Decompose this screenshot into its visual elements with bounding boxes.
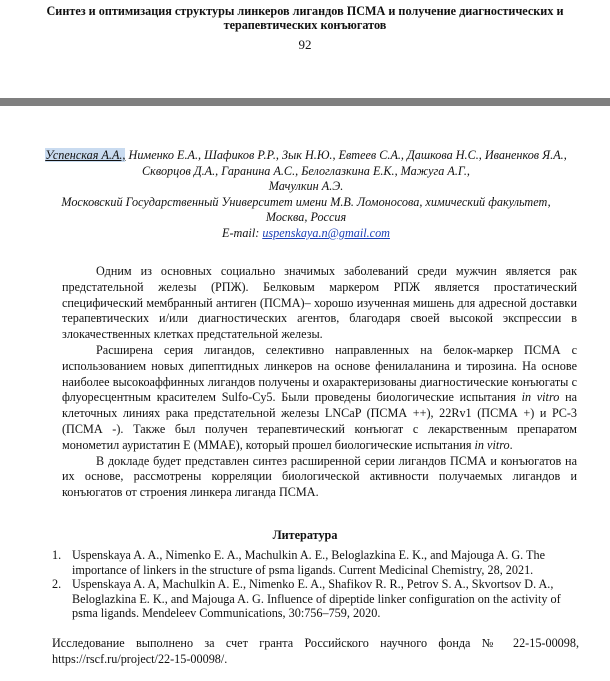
abstract-body xyxy=(62,264,577,501)
authors-line-1 xyxy=(26,148,586,164)
email-link[interactable]: uspenskaya.n@gmail.com xyxy=(262,225,390,240)
literature-title: Литература xyxy=(272,528,338,542)
email-line xyxy=(26,226,586,242)
affiliation-line-2: Москва, Россия xyxy=(265,210,347,225)
page-number: 92 xyxy=(298,37,312,52)
reference-item xyxy=(52,577,580,621)
funding-note: Исследование выполнено за счет гранта Российского научного фонда № 22-15-00098, https://rscf.ru/project/22-15-00098/. xyxy=(52,636,579,666)
p2-text-b: на клеточных линиях рака предстательной железы LNCaP (ПСМА ++), 22Rv1 (ПСМА +) и PC-3 (ПСМА -). Также был получен терапевтический конъюгат с лекарственным препаратом монометил ауристатин Е (MMAE), который прошел биологические испытания xyxy=(62,390,577,452)
p2-italic-2: in vitro xyxy=(474,437,510,452)
first-author-selected[interactable]: Успенская А.А., xyxy=(45,148,126,162)
reference-number: 1. xyxy=(52,548,62,562)
authors-line-3: Мачулкин А.Э. xyxy=(268,179,344,194)
reference-number: 2. xyxy=(52,577,62,592)
authors-line-2: Скворцов Д.А., Гаранина А.С., Белоглазкина Е.К., Мажуга А.Г., xyxy=(142,163,470,178)
p2-text-a: Расширена серия лигандов, селективно направленных на белок-маркер ПСМА с использованием новых дипептидных линкеров на основе фенилаланина и тирозина. На основе наиболее высокоаффинных лигандов получены и охарактеризованы диагностические конъюгаты с флуоресцентным красителем Sulfo-Cy5. Были проведены биологические испытания xyxy=(62,342,577,405)
paragraph-1: Одним из основных социально значимых заболеваний среди мужчин является рак предстательной железы (РПЖ). Белковым маркером РПЖ является простатический специфический мембранный антиген (ПСМА)– хорошо изученная мишень для адресной доставки терапевтических и/или диагностических агентов, благодаря своей высокой экспрессии в злокачественных клетках предстательной железы. xyxy=(62,264,577,342)
p2-italic-1: in vitro xyxy=(521,390,560,405)
email-label: E-mail: xyxy=(222,225,263,240)
reference-text: Uspenskaya A. A, Machulkin A. E., Nimenko E. A., Shafikov R. R., Petrov S. A., Skvortsov D. A., Beloglazkina E. K., and Majouga A. G. Influence of dipeptide linker configuration on the activity of psma ligands. Mendeleev Communications, 30:756–759, 2020. xyxy=(72,577,561,621)
paragraph-2 xyxy=(62,343,577,454)
affiliation-line-1: Московский Государственный Университет имени М.В. Ломоносова, химический факультет, xyxy=(61,194,551,209)
reference-text: Uspenskaya A. A., Nimenko E. A., Machulkin A. E., Beloglazkina E. K., and Majouga A. G. The importance of linkers in the structure of psma ligands. Current Medicinal Chemistry, 28, 2021. xyxy=(72,548,545,577)
reference-list xyxy=(52,548,580,621)
page-title: Синтез и оптимизация структуры линкеров лигандов ПСМА и получение диагностических и терапевтических конъюгатов xyxy=(46,4,564,32)
authors-rest: Нименко Е.А., Шафиков Р.Р., Зык Н.Ю., Евтеев С.А., Дашкова Н.С., Иваненков Я.А., xyxy=(125,148,567,162)
authors-block xyxy=(26,148,586,242)
header-divider xyxy=(0,98,610,106)
p2-text-c: . xyxy=(509,437,513,452)
reference-item xyxy=(52,548,580,577)
paragraph-3: В докладе будет представлен синтез расширенной серии лигандов ПСМА и конъюгатов на их основе, рассмотрены корреляции биологической активности получаемых лигандов и конъюгатов от строения линкера лиганда ПСМА. xyxy=(62,453,577,500)
